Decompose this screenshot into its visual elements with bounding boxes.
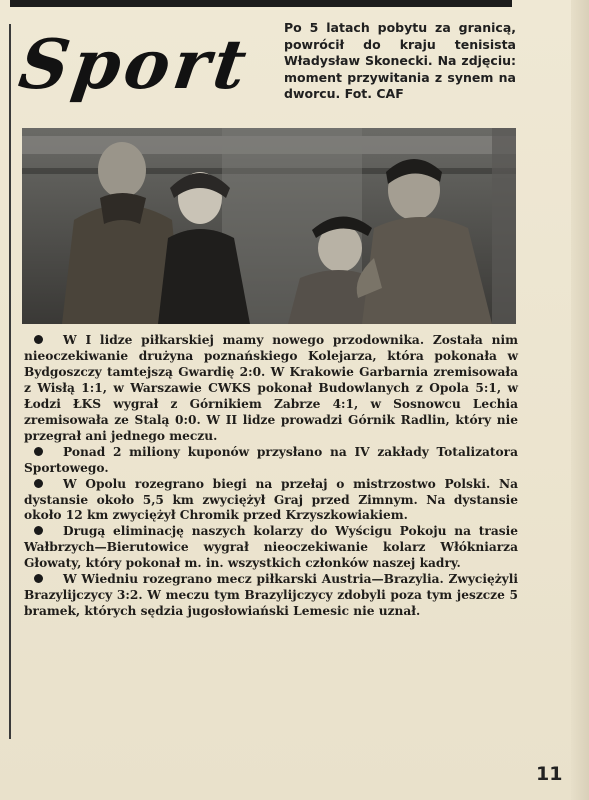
photo-caption: Po 5 latach pobytu za granicą, powrócił do kraju tenisista Władysław Skonecki. Na zdjęciu: moment przywitania z synem na dworcu. Fot. CAF	[284, 20, 516, 101]
page-edge	[571, 0, 589, 800]
section-title: Sport	[14, 25, 255, 105]
news-item	[24, 333, 518, 445]
photo-illustration	[22, 128, 516, 324]
news-item	[24, 572, 518, 620]
news-item-text: W Opolu rozegrano biegi na przełaj o mistrzostwo Polski. Na dystansie około 5,5 km zwyciężył Graj przed Zimnym. Na dystansie około 12 km zwyciężył Chromik przed Krzyszkowiakiem.	[24, 476, 518, 523]
bullet-icon	[34, 335, 43, 344]
bullet-icon	[34, 479, 43, 488]
bullet-icon	[34, 447, 43, 456]
news-item	[24, 445, 518, 477]
news-item-text: Drugą eliminację naszych kolarzy do Wyścigu Pokoju na trasie Wałbrzych—Bierutowice wygrał nieoczekiwanie kolarz Włókniarza Głowaty, który pokonał m. in. wszystkich członków naszej kadry.	[24, 524, 518, 571]
news-item-text: Ponad 2 miliony kuponów przysłano na IV zakłady Totalizatora Sportowego.	[24, 444, 518, 475]
top-rule	[10, 0, 512, 7]
left-column-rule	[9, 24, 11, 739]
news-item	[24, 524, 518, 572]
press-photo	[22, 128, 516, 324]
bullet-icon	[34, 574, 43, 583]
news-item	[24, 477, 518, 525]
page-number: 11	[536, 763, 563, 785]
news-item-text: W I lidze piłkarskiej mamy nowego przodownika. Została nim nieoczekiwanie drużyna poznańskiego Kolejarza, która pokonała w Bydgoszczy tamtejszą Gwardię 2:0. W Krakowie Garbarnia zremisowała z Wisłą 1:1, w Warszawie CWKS pokonał Budowlanych z Opola 5:1, w Łodzi ŁKS wygrał z Górnikiem Zabrze 4:1, w Sosnowcu Lechia zremisowała ze Stalą 0:0. W II lidze prowadzi Górnik Radlin, który nie przegrał ani jednego meczu.	[24, 333, 518, 443]
news-column	[24, 333, 518, 620]
bullet-icon	[34, 526, 43, 535]
news-item-text: W Wiedniu rozegrano mecz piłkarski Austria—Brazylia. Zwyciężyli Brazylijczycy 3:2. W meczu tym Brazylijczycy zdobyli poza tym jeszcze 5 bramek, których sędzia jugosłowiański Lemesic nie uznał.	[24, 572, 518, 619]
